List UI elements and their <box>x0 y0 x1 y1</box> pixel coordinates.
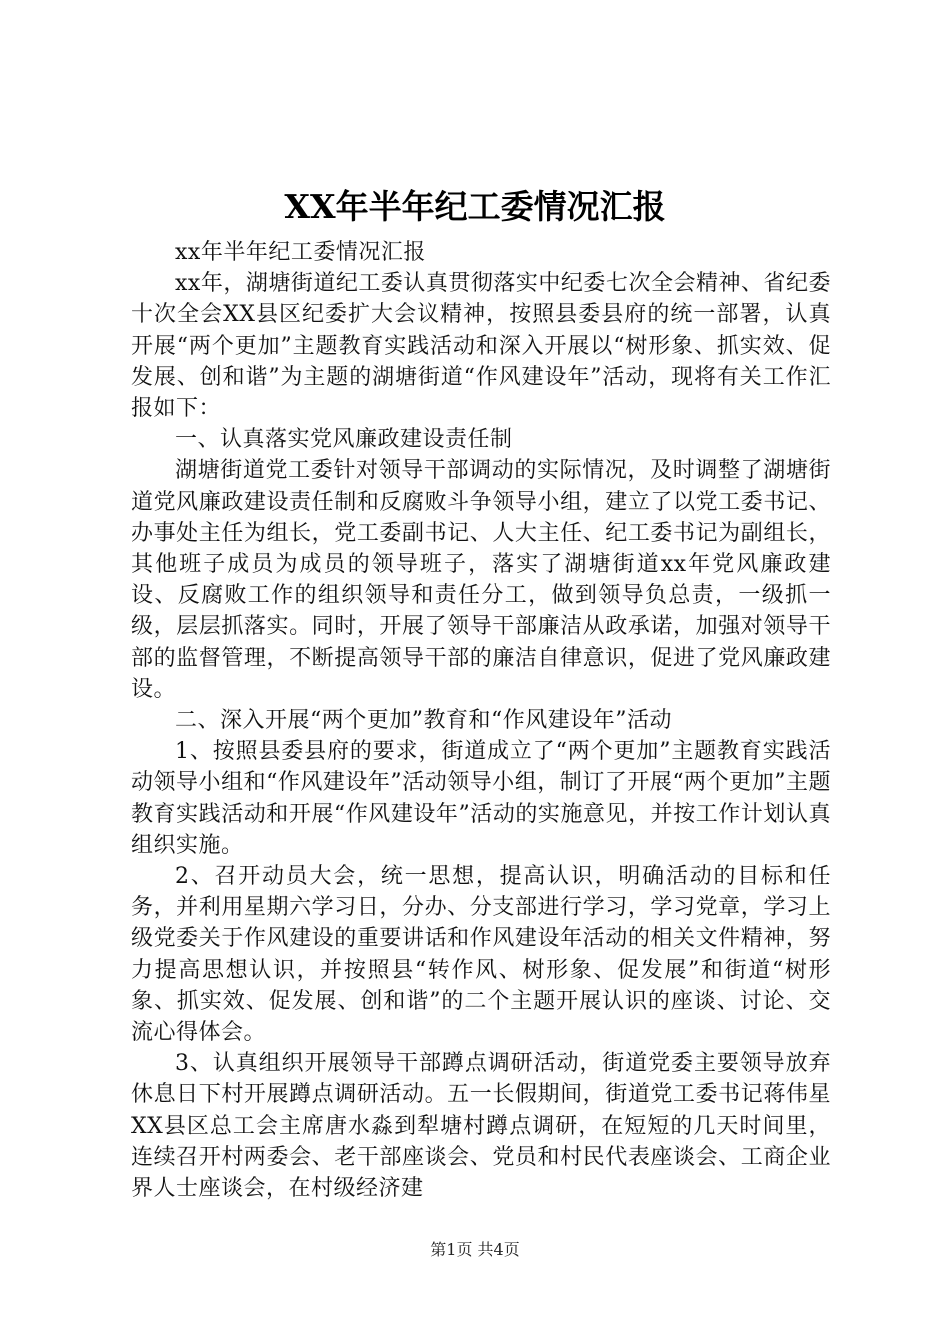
paragraph-item-3: 3、认真组织开展领导干部蹲点调研活动，街道党委主要领导放弃休息日下村开展蹲点调研活动。五一长假期间，街道党工委书记蒋伟星XX县区总工会主席唐水淼到犁塘村蹲点调研，在短短的几天时间里，连续召开村两委会、老干部座谈会、党员和村民代表座谈会、工商企业界人士座谈会，在村级经济建 <box>131 1051 831 1202</box>
paragraph-intro: xx年，湖塘街道纪工委认真贯彻落实中纪委七次全会精神、省纪委十次全会XX县区纪委扩大会议精神，按照县委县府的统一部署，认真开展“两个更加”主题教育实践活动和深入开展以“树形象、抓实效、促发展、创和谐”为主题的湖塘街道“作风建设年”活动，现将有关工作汇报如下： <box>131 271 831 422</box>
document-body <box>131 237 831 1204</box>
paragraph-subtitle: xx年半年纪工委情况汇报 <box>175 240 426 265</box>
paragraph-item-2: 2、召开动员大会，统一思想，提高认识，明确活动的目标和任务，并利用星期六学习日，分办、分支部进行学习，学习党章，学习上级党委关于作风建设的重要讲话和作风建设年活动的相关文件精神，努力提高思想认识，并按照县“转作风、树形象、促发展”和街道“树形象、抓实效、促发展、创和谐”的二个主题开展认识的座谈、讨论、交流心得体会。 <box>131 864 831 1046</box>
page-number-footer: 第1页 共4页 <box>430 1240 520 1259</box>
document-title: XX年半年纪工委情况汇报 <box>284 187 666 226</box>
paragraph-item-1: 1、按照县委县府的要求，街道成立了“两个更加”主题教育实践活动领导小组和“作风建设年”活动领导小组，制订了开展“两个更加”主题教育实践活动和开展“作风建设年”活动的实施意见，并按工作计划认真组织实施。 <box>131 739 831 858</box>
section-heading-2: 二、深入开展“两个更加”教育和“作风建设年”活动 <box>175 708 672 734</box>
section-heading-1: 一、认真落实党风廉政建设责任制 <box>175 427 513 453</box>
paragraph-section-1: 湖塘街道党工委针对领导干部调动的实际情况，及时调整了湖塘街道党风廉政建设责任制和反腐败斗争领导小组，建立了以党工委书记、办事处主任为组长，党工委副书记、人大主任、纪工委书记为副组长，其他班子成员为成员的领导班子，落实了湖塘街道xx年党风廉政建设、反腐败工作的组织领导和责任分工，做到领导负总责，一级抓一级，层层抓落实。同时，开展了领导干部廉洁从政承诺，加强对领导干部的监督管理，不断提高领导干部的廉洁自律意识，促进了党风廉政建设。 <box>131 458 831 702</box>
